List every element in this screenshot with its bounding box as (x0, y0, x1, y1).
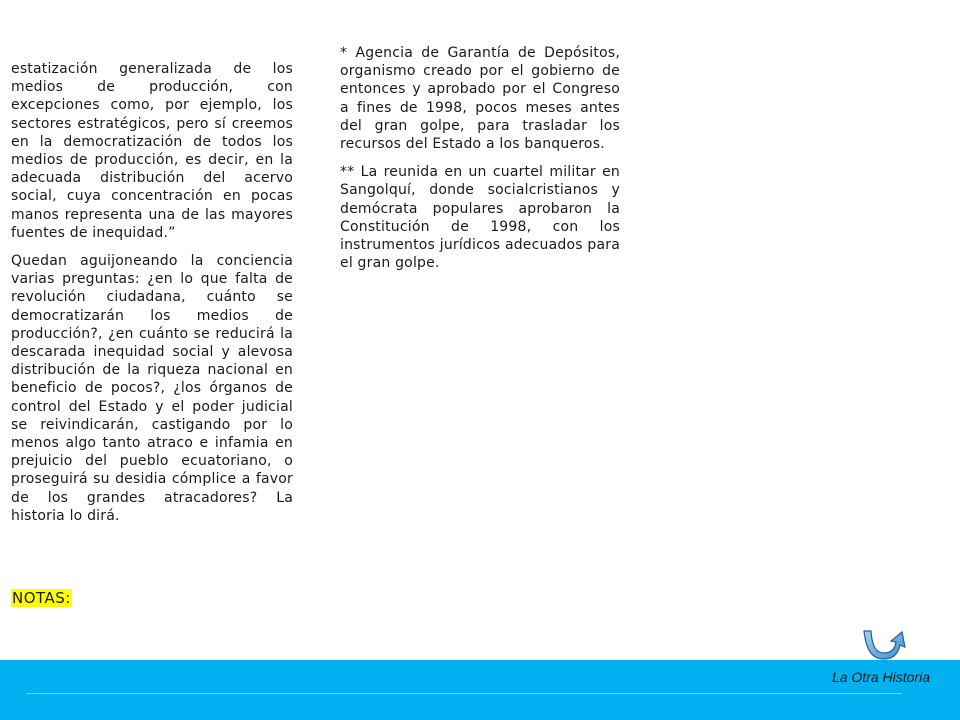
footnote: ** La reunida en un cuartel militar en Sangolquí, donde socialcristianos y demócrata populares aprobaron la Constitución de 1998, con los instrumentos jurídicos adecuados para el gran golpe. (340, 164, 620, 272)
body-paragraph: Quedan aguijoneando la conciencia varias preguntas: ¿en lo que falta de revolución ciudadana, cuánto se democratizarán los medios de producción?, ¿en cuánto se reducirá la descarada inequidad social y alevosa distribución de la riqueza nacional en beneficio de pocos?, ¿los órganos de control del Estado y el poder judicial se reivindicarán, castigando por lo menos algo tanto atraco e infamia en prejuicio del pueblo ecuatoriano, o proseguirá su desidia cómplice a favor de los grandes atracadores? La historia lo dirá. (11, 253, 293, 524)
left-text-column (11, 60, 293, 535)
body-paragraph: estatización generalizada de los medios de producción, con excepciones como, por ejemplo, los sectores estratégicos, pero sí creemos en la democratización de todos los medios de producción, es decir, en la adecuada distribución del acervo social, cuya concentración en pocas manos representa una de las mayores fuentes de inequidad.” (11, 61, 293, 241)
footnote: * Agencia de Garantía de Depósitos, organismo creado por el gobierno de entonces y aprobado por el Congreso a fines de 1998, pocos meses antes del gran golpe, para trasladar los recursos del Estado a los banqueros. (340, 45, 620, 153)
footer-title: La Otra Historia (831, 669, 930, 685)
right-notes-column (340, 44, 620, 282)
footer-bar (0, 660, 960, 720)
notes-heading: NOTAS: (12, 589, 71, 607)
footer-divider (26, 693, 902, 694)
return-arrow-icon[interactable] (860, 628, 912, 662)
